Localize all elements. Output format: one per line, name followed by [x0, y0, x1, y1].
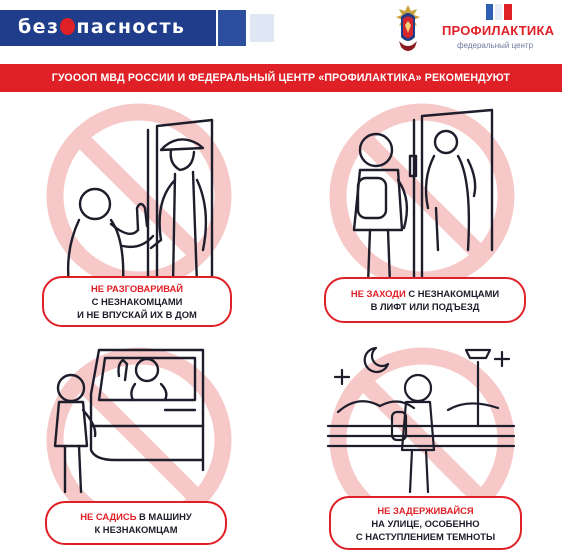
- tip-talk-highlight: НЕ РАЗГОВАРИВАЙ: [90, 283, 184, 294]
- scene-car: [35, 330, 245, 530]
- tip-street-line1: НА УЛИЦЕ, ОСОБЕННО: [371, 517, 480, 529]
- brand-square-light: [250, 14, 274, 42]
- brand-text-end: пасность: [76, 16, 186, 38]
- tip-street-highlight: НЕ ЗАДЕРЖИВАЙСЯ: [377, 504, 474, 516]
- org-subtitle: федеральный центр: [457, 41, 534, 50]
- scene-door-stranger: [35, 100, 245, 300]
- brand-o-dot: [60, 18, 75, 35]
- tip-car-line1: [80, 510, 192, 523]
- tip-caption-car: [45, 501, 227, 545]
- tip-talk-line2: И НЕ ВПУСКАЙ ИХ В ДОМ: [77, 309, 197, 320]
- tip-enter-line2: В ЛИФТ ИЛИ ПОДЪЕЗД: [370, 301, 480, 312]
- profilaktika-flag-icon: [486, 4, 512, 20]
- tip-caption-talk: [42, 276, 232, 327]
- brand-text-start: без: [18, 16, 60, 38]
- tip-car-rest: В МАШИНУ: [136, 511, 192, 522]
- scene-entrance: [318, 100, 528, 300]
- car-illustration: [35, 330, 245, 530]
- door-stranger-illustration: [35, 100, 245, 300]
- tip-enter-line1: [351, 287, 499, 300]
- tip-car-highlight: НЕ САДИСЬ: [80, 511, 137, 522]
- tip-talk-line1: С НЕЗНАКОМЦАМИ: [91, 296, 183, 307]
- mvd-emblem-icon: [393, 3, 423, 55]
- brand-square-dark: [218, 10, 246, 46]
- org-name: ПРОФИЛАКТИКА: [442, 23, 555, 38]
- tip-caption-street: [329, 496, 522, 550]
- banner-title: ГУОООП МВД РОССИИ И ФЕДЕРАЛЬНЫЙ ЦЕНТР «ПРОФИЛАКТИКА» РЕКОМЕНДУЮТ: [51, 72, 511, 84]
- tip-street-line2: С НАСТУПЛЕНИЕМ ТЕМНОТЫ: [355, 530, 496, 542]
- tip-enter-rest: С НЕЗНАКОМЦАМИ: [405, 288, 500, 299]
- tip-enter-highlight: НЕ ЗАХОДИ: [350, 288, 406, 299]
- tip-car-line2: К НЕЗНАКОМЦАМ: [94, 524, 178, 535]
- brand-logo-text: [18, 16, 185, 38]
- entrance-illustration: [318, 100, 528, 300]
- tip-caption-enter: [324, 277, 526, 323]
